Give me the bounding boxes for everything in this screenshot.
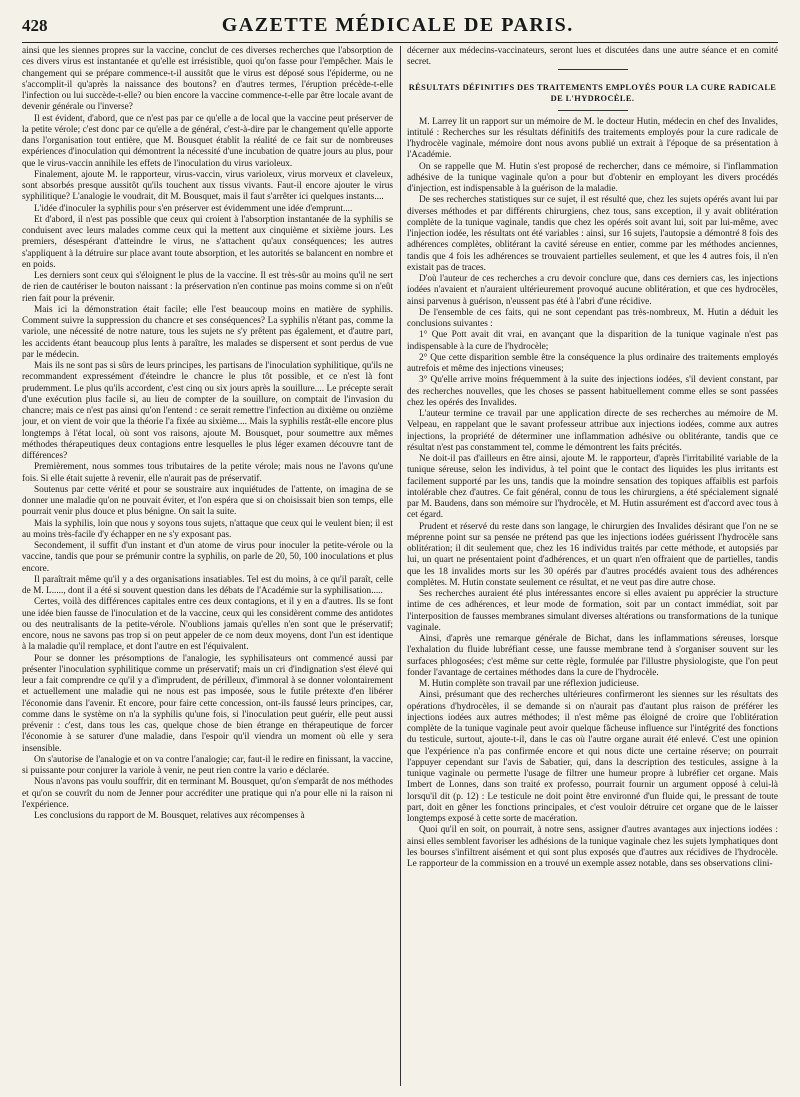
paragraph: Certes, voilà des différences capitales entre ces deux contagions, et il y en a d'autres. Ils se font une idée bien fausse de l'inoculation et de la vaccine, ceux qui les considèrent comme des antidotes ou des neutralisants de la petite-vérole. N'oublions jamais qu'elles n'en sont que le préservatif; encore, nous ne savons pas trop si on peut appeler de ce nom deux moyens, dont l'un est identique à la maladie qu'il remplace, et dont l'autre en est l'équivalent. (22, 597, 393, 653)
paragraph: Finalement, ajoute M. le rapporteur, virus-vaccin, virus varioleux, virus morveux et claveleux, sont absorbés presque aussitôt qu'ils touchent aux tissus vivants. Faut-il encore ajouter le virus syphilitique? L'analogie le voudrait, dit M. Bousquet, mais il faut s'arrêter ici quelques instants.... (22, 169, 393, 203)
paragraph: 2° Que cette disparition semble être la conséquence la plus ordinaire des traitements employés autrefois et même des injections vineuses; (407, 352, 778, 374)
paragraph: On s'autorise de l'analogie et on va contre l'analogie; car, faut-il le redire en finissant, la vaccine, si puissante pour conjurer la variole à venir, ne peut rien contre la vario e déclarée. (22, 754, 393, 776)
paragraph: M. Hutin complète son travail par une réflexion judicieuse. (419, 679, 639, 689)
paragraph: L'auteur termine ce travail par une application directe de ses recherches au mémoire de M. Velpeau, en rappelant que le savant professeur attribue aux injections iodées, comme aux autres injections, la propriété de déterminer une inflammation adhésive ou oblitérante, tandis que ce résultat n'est pas constamment tel, comme le démontrent les faits précités. (407, 409, 778, 453)
page-number: 428 (22, 16, 48, 35)
paragraph: Quoi qu'il en soit, on pourrait, à notre sens, assigner d'autres avantages aux injections iodées : ainsi elles semblent favoriser les adhésions de la tunique vaginale chez les sujets lymphatiques dont les bourses s'infiltrent aisément et qui sont plus exposés que d'autres aux récidives de l'hydrocèle. Le rapporteur de la commission en a trouvé un exemple assez notable, dans ses observations clini- (407, 825, 778, 869)
right-column-body (407, 117, 778, 871)
paragraph: De l'ensemble de ces faits, qui ne sont cependant pas très-nombreux, M. Hutin a déduit les conclusions suivantes : (407, 307, 778, 329)
paragraph: Ses recherches auraient été plus intéressantes encore si elles avaient pu apprécier la structure intime de ces adhérences, et leur mode de formation, soit par un contact immédiat, soit par l'interposition de fausses membranes simulant diverses altérations ou transformations de la tunique vaginale. (407, 589, 778, 633)
paragraph: Les derniers sont ceux qui s'éloignent le plus de la vaccine. Il est très-sûr au moins qu'il ne sert de rien de cautériser le bouton naissant : la préservation n'en continue pas moins comme si on n'eût rien fait pour la prévenir. (22, 271, 393, 304)
paragraph: De ses recherches statistiques sur ce sujet, il est résulté que, chez les sujets opérés avant lui par diverses méthodes et par différents chirurgiens, chez tous, sans exception, il y avait oblitération complète de la tunique vaginale, tandis que chez les opérés soit avant lui, soit par lui-même, avec l'injection iodée, les résultats ont été variables : ainsi, sur 16 sujets, l'autopsie a démontré 8 fois des adhérences complètes, oblitérant la cavité séreuse en entier, comme par les méthodes anciennes, tandis que 4 fois les adhérences se trouvaient partielles seulement, et que les 4 autres fois, il n'en existait pas de traces. (407, 195, 778, 273)
paragraph: Nous n'avons pas voulu souffrir, dit en terminant M. Bousquet, qu'on s'emparât de nos méthodes et qu'on se couvrît du nom de Jenner pour accréditer une pratique qui n'a pour elle ni la raison ni l'expérience. (22, 777, 393, 810)
journal-title: GAZETTE MÉDICALE DE PARIS. (221, 14, 574, 36)
paragraph: Et d'abord, il n'est pas possible que ceux qui croient à l'absorption instantanée de la syphilis se conduisent avec leurs malades comme ceux qui la mettent aux cinquième et sixième jours. Les premiers, désespérant d'atteindre le virus, ne s'attachent qu'aux conséquences; les autres s'appliquent à la détruire sur place avant toute absorption, et les autorités se balancent en nombre et en poids. (22, 214, 393, 270)
page-header (22, 14, 778, 40)
paragraph: Pour se donner les présomptions de l'analogie, les syphilisateurs ont commencé aussi par présenter l'inoculation syphilitique comme un préservatif; mais un cri d'indignation s'est élevé qui leur a fait comprendre ce qu'il y a d'imprudent, de périlleux, d'immoral à se donner volontairement et actuellement une maladie qui ne nous est pas imposée, sous le futile prétexte d'en libérer l'économie dans l'avenir. Et encore, pour faire cette concession, ont-ils faussé leurs principes, car, comme dans le système on n'a la syphilis qu'une fois, si l'inoculation peut guérir, elle peut aussi prévenir : c'est, dans tous les cas, quelque chose de bien étrange en thérapeutique de forcer l'économie à se saturer d'une maladie, dans l'espoir qu'il viendra un moment où elle y sera insensible. (22, 653, 393, 754)
paragraph: Ainsi, d'après une remarque générale de Bichat, dans les inflammations séreuses, lorsque l'exhalation du fluide lubréfiant cesse, une fausse membrane tend à s'organiser souvent sur les surfaces phlogosées; c'est même sur cette règle, formulée par l'illustre physiologiste, que l'on peut fonder l'avantage de certaines méthodes dans la cure de l'hydrocèle. (407, 634, 778, 678)
paragraph: L'idée d'inoculer la syphilis pour s'en préserver est évidemment une idée d'emprunt.... (34, 203, 353, 214)
paragraph: ainsi que les siennes propres sur la vaccine, conclut de ces diverses recherches que l'absorption de ces divers virus est instantanée et qu'elle est irrésistible, quoi qu'on fasse pour l'empêcher. Mais le changement qui se prépare commence-t-il aussitôt que le virus est déposé sous l'épiderme, ou ne s'accomplit-il qu'après la naissance des boutons? en d'autres termes, l'éruption précède-t-elle l'infection ou lui succède-t-elle? ou bien encore la vaccine commence-t-elle par être locale avant de devenir générale ou l'inverse? (22, 46, 393, 113)
paragraph: Mais ici la démonstration était facile; elle l'est beaucoup moins en matière de syphilis. Comment suivre la suppression du chancre et ses conséquences? La syphilis n'étant pas, comme la variole, une nécessité de notre nature, tous les sujets ne s'y prêtent pas également, et d'autre part, les accidents étant beaucoup plus lents à paraître, les malades se dispersent et sont perdus de vue par le médecin. (22, 304, 393, 360)
paragraph: Soutenus par cette vérité et pour se soustraire aux inquiétudes de l'attente, on imagina de se donner une maladie qu'on ne pouvait éviter, et l'on espéra que si on choisissait bien son temps, elle pourrait venir plus douce et plus bénigne. On sait la suite. (22, 484, 393, 518)
paragraph: 1° Que Pott avait dit vrai, en avançant que la disparition de la tunique vaginale n'est pas indispensable à la cure de l'hydrocèle; (407, 330, 778, 352)
paragraph: Prudent et réservé du reste dans son langage, le chirurgien des Invalides désirant que l'on ne se méprenne point sur sa pensée ne prétend pas que les injections iodées guérissent l'hydrocèle sans oblitération; il dit seulement que, chez les 16 individus traités par cette méthode, et autopsiés par lui, un quart ne présentaient point d'adhérences, et un quart n'en offraient que de partielles, tandis que les 18 invalides morts sur les 30 opérés par d'autres procédés avaient tous des adhérences complètes. M. Hutin constate seulement ce résultat, et ne veut pas dire autre chose. (407, 521, 778, 588)
paragraph: Mais ils ne sont pas si sûrs de leurs principes, les partisans de l'inoculation syphilitique, qu'ils ne recommandent expressément d'éteindre le chancre le plus tôt possible, et ce n'est là font prudemment. Le plus qu'ils accordent, c'est cinq ou six jours après la souillure.... Le précepte serait d'une exécution plus facile si, au lieu de compter de la souillure, on comptait de l'invasion du chancre; mais ce n'est pas ainsi qu'on l'entend : ce serait remettre l'infection au dixième ou onzième jour, et on vient de voir que la théorie l'a fixée au sixième.... Mais la syphilis restât-elle encore plus longtemps à l'état local, où sont vos raisons, ajoute M. Bousquet, pour soumettre aux mêmes méthodes thérapeutiques deux contagions entre lesquelles le plus léger examen découvre tant de différences? (22, 361, 393, 461)
paragraph: Ainsi, présumant que des recherches ultérieures confirmeront les siennes sur les résultats des opérations d'hydrocèles, il se demande si on n'aurait pas d'autant plus raison de préférer les injections iodées aux autres méthodes; il n'est même pas éloigné de croire que l'oblitération complète de la tunique vaginale peut avoir quelque fâcheuse influence sur l'intégrité des fonctions du testicule, surtout, ajoute-t-il, dans le cas où l'autre organe aurait été enlevé. C'est une opinion que l'expérience n'a pas confirmée encore et qui nous dicte une certaine réserve; on pourrait l'appuyer cependant sur l'avis de Sabatier, qui, dans la description des testicules, assigne à la tunique vaginale ou permette l'usage de filtrer une humeur propre à lubréfier cet organe. Mais Imbert de Lonnes, dans son traité ex professo, pourrait fournir un argument opposé à celui-là lorsqu'il dit (p. 12) : Le testicule ne doit point être environné d'un fluide qui, le pressant de toute part, doit en gêner les fonctions principales, et c'est vouloir détruire cet organe que de le laisser longtemps exposé à cette sorte de macération. (407, 690, 778, 824)
article-columns (22, 46, 778, 1086)
paragraph: Mais la syphilis, loin que nous y soyons tous sujets, n'attaque que ceux qui le veulent bien; il est au moins très-facile d'y échapper en ne s'y exposant pas. (22, 518, 393, 540)
paragraph: Il est évident, d'abord, que ce n'est pas par ce qu'elle a de local que la vaccine peut préserver de la petite vérole; c'est donc par ce qu'elle a de général, c'est-à-dire par le changement qu'elle apporte dans l'organisation tout entière, que M. Bousquet établit la réalité de ce fait sur de nombreuses expériences d'inoculation qui démontrent la nécessité d'une incubation de quatre jours au plus, pour que le virus-vaccin annihile les effets de l'inoculation du virus varioleux. (22, 113, 393, 169)
right-column (407, 46, 778, 1086)
section-title: RÉSULTATS DÉFINITIFS DES TRAITEMENTS EMPLOYÉS POUR LA CURE RADICALE DE L'HYDROCÈLE. (408, 82, 777, 103)
header-rule (22, 42, 778, 43)
paragraph: Il paraîtrait même qu'il y a des organisations insatiables. Tel est du moins, à ce qu'il paraît, celle de M. L....., dont il a été si souvent question dans les débats de l'Académie sur la syphilisation..... (22, 574, 393, 596)
paragraph: Ne doit-il pas d'ailleurs en être ainsi, ajoute M. le rapporteur, d'après l'irritabilité variable de la tunique séreuse, selon les individus, à tel point que le contact des liquides les plus irritants est facilement supporté par les uns, tandis que la moindre sensation des topiques affaiblis est parfois intolérable chez d'autres. Ce fait général, connu de tous les chirurgiens, a été spécialement signalé par M. Baudens, dans son mémoire sur l'hydrocèle, et M. Hutin assurément est d'accord avec tous à cet égard. (407, 454, 778, 521)
paragraph: D'où l'auteur de ces recherches a cru devoir conclure que, dans ces derniers cas, les injections iodées n'avaient et n'auraient ultérieurement provoqué aucune oblitération, et que ces hydrocèles, ainsi parvenus à guérison, n'eussent pas été à l'abri d'une récidive. (407, 274, 778, 307)
paragraph: Secondement, il suffit d'un instant et d'un atome de virus pour inoculer la petite-vérole ou la vaccine, tandis que pour se prémunir contre la syphilis, on parle de 20, 50, 100 inoculations et plus encore. (22, 541, 393, 574)
paragraph: M. Larrey lit un rapport sur un mémoire de M. le docteur Hutin, médecin en chef des Invalides, intitulé : Recherches sur les résultats définitifs des traitements employés pour la cure radicale de l'hydrocèle vaginale, mémoire dont nous avons publié un extrait à l'époque de sa présentation à l'Académie. (407, 116, 778, 161)
column-divider (400, 46, 401, 1086)
paragraph: Premièrement, nous sommes tous tributaires de la petite vérole; mais nous ne l'avons qu'une fois. Si elle était sujette à revenir, elle n'aurait pas de préservatif. (22, 462, 393, 484)
paragraph: Les conclusions du rapport de M. Bousquet, relatives aux récompenses à (34, 811, 305, 821)
left-column (22, 46, 393, 1086)
paragraph: On se rappelle que M. Hutin s'est proposé de rechercher, dans ce mémoire, si l'inflammation adhésive de la tunique vaginale qu'on a pour but d'obtenir en employant les divers procédés d'injection, est indispensable à la guérison de la maladie. (407, 161, 778, 194)
section-rule (558, 69, 628, 70)
right-column-intro: décerner aux médecins-vaccinateurs, seront lues et discutées dans une autre séance et en comité secret. (407, 46, 778, 68)
paragraph: 3° Qu'elle arrive moins fréquemment à la suite des injections iodées, s'il devient constant, par des recherches nouvelles, que les choses se passent habituellement comme elles se sont passées chez les opérés des Invalides. (407, 375, 778, 408)
